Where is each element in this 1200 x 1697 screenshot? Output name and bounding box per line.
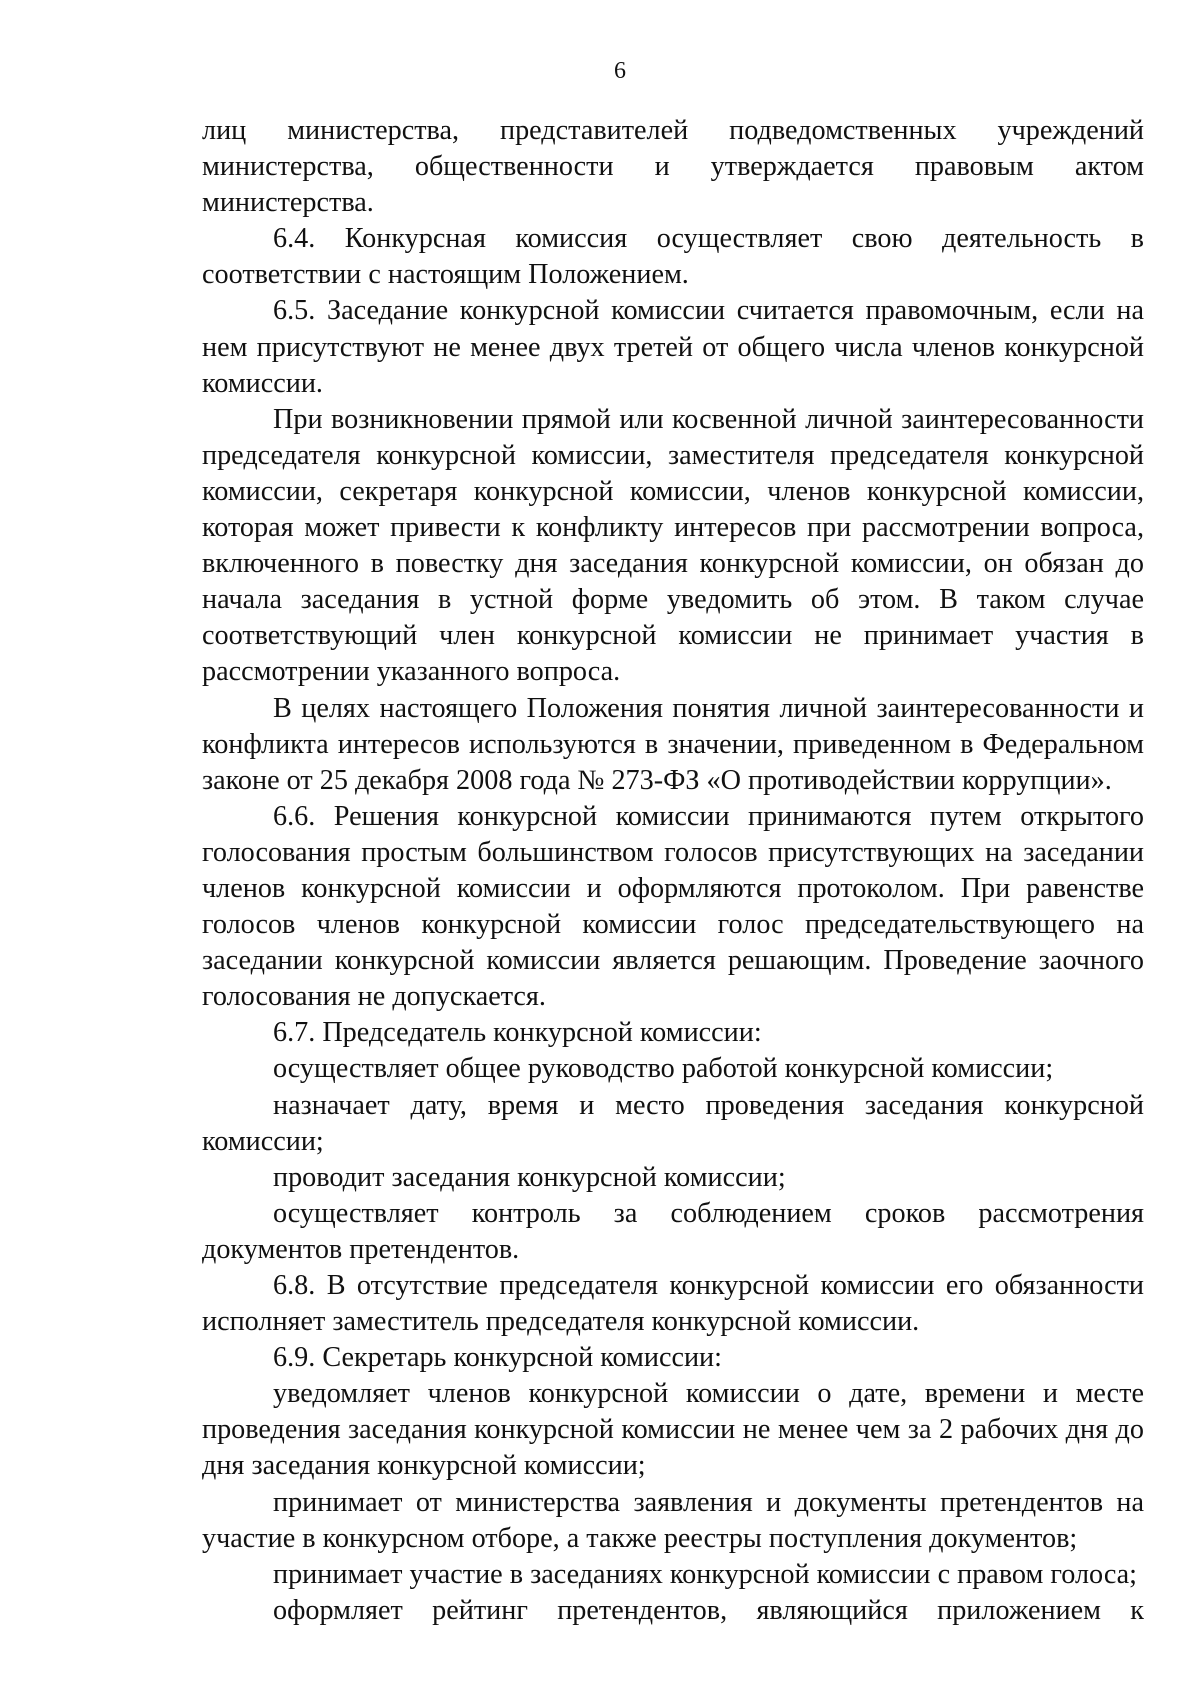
- paragraph-6-6: 6.6. Решения конкурсной комиссии принимаются путем открытого голосования простым большинством голосов присутствующих на заседании членов конкурсной комиссии и оформляются протоколом. При равенстве голосов членов конкурсной комиссии голос председательствующего на заседании конкурсной комиссии является решающим. Проведение заочного голосования не допускается.: [202, 800, 1144, 1013]
- list-item-secretary-duty: принимает от министерства заявления и документы претендентов на участие в конкурсном отборе, а также реестры поступления документов;: [202, 1486, 1144, 1554]
- list-item-chairman-duty: осуществляет контроль за соблюдением сроков рассмотрения документов претендентов.: [202, 1197, 1144, 1265]
- page-number: 6: [614, 58, 626, 84]
- list-item-secretary-duty: оформляет рейтинг претендентов, являющийся приложением к: [273, 1594, 1144, 1626]
- paragraph-conflict-of-interest: При возникновении прямой или косвенной личной заинтересованности председателя конкурсной комиссии, заместителя председателя конкурсной комиссии, секретаря конкурсной комиссии, членов конкурсной комиссии, которая может привести к конфликту интересов при рассмотрении вопроса, включенного в повестку дня заседания конкурсной комиссии, он обязан до начала заседания в устной форме уведомить об этом. В таком случае соответствующий член конкурсной комиссии не принимает участия в рассмотрении указанного вопроса.: [202, 403, 1144, 688]
- paragraph-6-5: 6.5. Заседание конкурсной комиссии считается правомочным, если на нем присутствуют не менее двух третей от общего числа членов конкурсной комиссии.: [202, 295, 1144, 399]
- list-item-secretary-duty: уведомляет членов конкурсной комиссии о дате, времени и месте проведения заседания конкурсной комиссии не менее чем за 2 рабочих дня до дня заседания конкурсной комиссии;: [202, 1378, 1144, 1482]
- list-item-chairman-duty: проводит заседания конкурсной комиссии;: [273, 1161, 786, 1193]
- paragraph-6-4: 6.4. Конкурсная комиссия осуществляет свою деятельность в соответствии с настоящим Положением.: [202, 223, 1144, 291]
- paragraph-definitions: В целях настоящего Положения понятия личной заинтересованности и конфликта интересов используются в значении, приведенном в Федеральном законе от 25 декабря 2008 года № 273-ФЗ «О противодействии коррупции».: [202, 692, 1144, 796]
- document-body: [202, 113, 1144, 1629]
- list-item-secretary-duty: принимает участие в заседаниях конкурсной комиссии с правом голоса;: [273, 1558, 1138, 1590]
- list-item-chairman-duty: осуществляет общее руководство работой конкурсной комиссии;: [273, 1053, 1054, 1085]
- paragraph-continuation: лиц министерства, представителей подведомственных учреждений министерства, общественности и утверждается правовым актом министерства.: [202, 115, 1144, 219]
- paragraph-6-9: 6.9. Секретарь конкурсной комиссии:: [273, 1342, 722, 1374]
- paragraph-6-7: 6.7. Председатель конкурсной комиссии:: [273, 1017, 762, 1049]
- list-item-chairman-duty: назначает дату, время и место проведения заседания конкурсной комиссии;: [202, 1089, 1144, 1157]
- paragraph-6-8: 6.8. В отсутствие председателя конкурсной комиссии его обязанности исполняет заместитель председателя конкурсной комиссии.: [202, 1270, 1144, 1338]
